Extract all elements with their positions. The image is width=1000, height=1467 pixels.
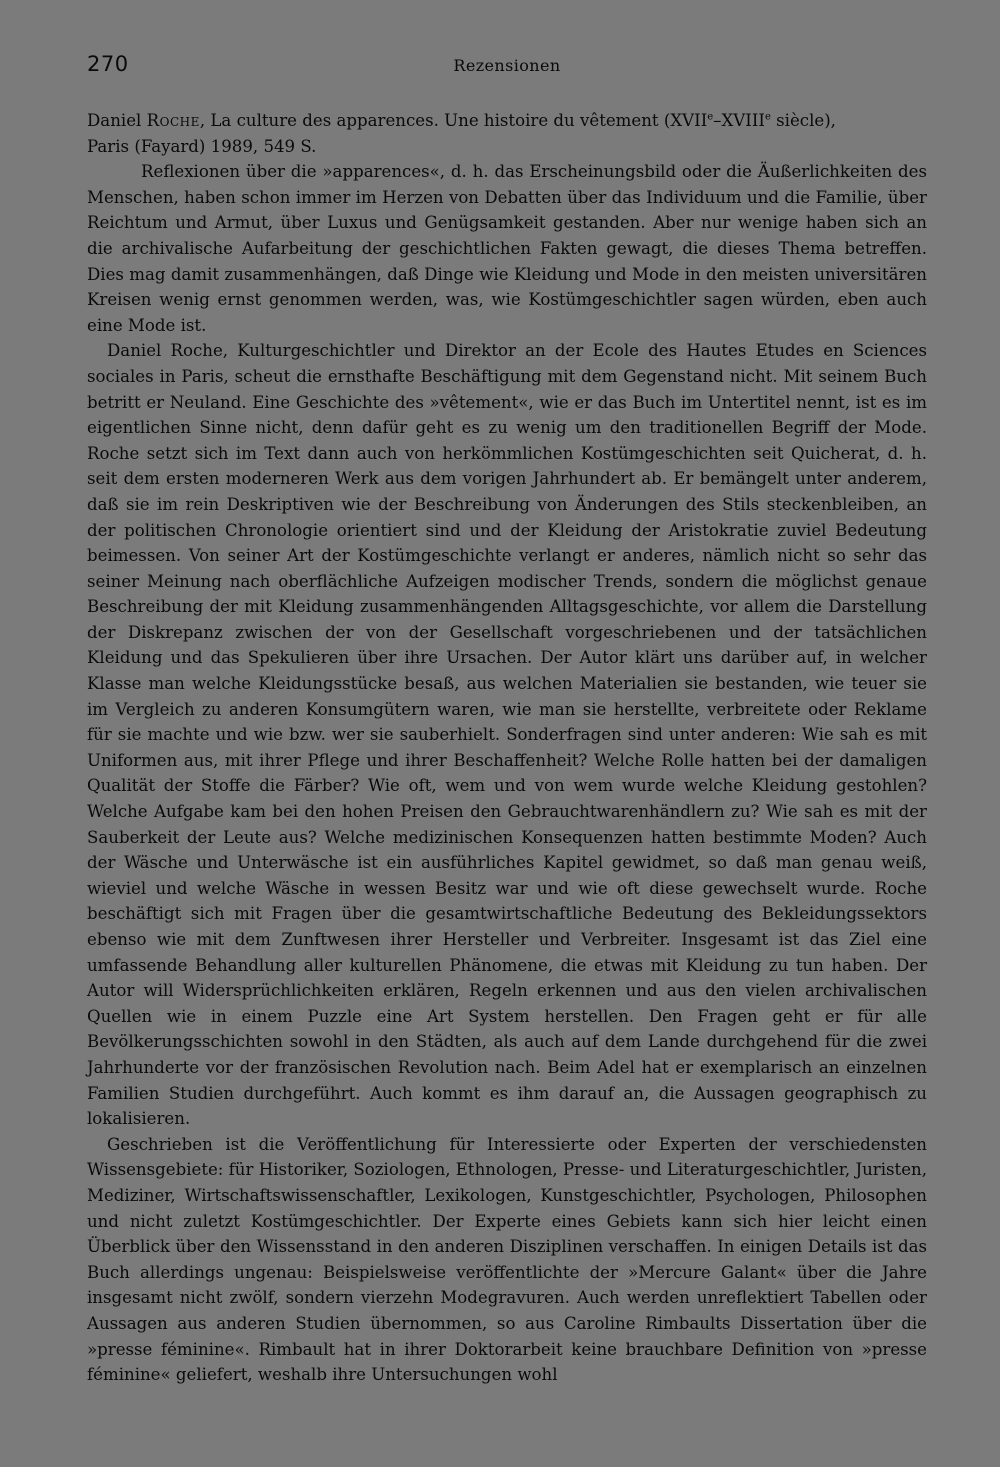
paragraph-1: Reflexionen über die »apparences«, d. h. das Erscheinungsbild oder die Äußerlichkeiten des Menschen, haben schon immer im Herzen von Debatten über das Individuum und die Familie, über Reichtum und Armut, über Luxus und Genügsamkeit gestanden. Aber nur wenige haben sich an die archivalische Aufarbeitung der geschichtlichen Fakten gewagt, die dieses Thema betreffen. Dies mag damit zusammenhängen, daß Dinge wie Kleidung und Mode in den meisten universitären Kreisen wenig ernst genommen werden, was, wie Kostümgeschichtler sagen würden, eben auch eine Mode ist. (87, 162, 927, 335)
citation-author-first: Daniel (87, 111, 142, 130)
book-citation (87, 108, 927, 159)
citation-sup2: e (764, 111, 771, 123)
paragraph-3: Geschrieben ist die Veröffentlichung für Interessierte oder Experten der verschiedensten Wissensgebiete: für Historiker, Soziologen, Ethnologen, Presse- und Literaturgeschichtler, Juristen, Mediziner, Wirtschaftswissenschaftler, Lexikologen, Kunstgeschichtler, Psychologen, Philosophen und nicht zuletzt Kostümgeschichtler. Der Experte eines Gebiets kann sich hier leicht einen Überblick über den Wissensstand in den anderen Disziplinen verschaffen. In einigen Details ist das Buch allerdings ungenau: Beispielsweise veröffentlichte der »Mercure Galant« über die Jahre insgesamt nicht zwölf, sondern vierzehn Modegravuren. Auch werden unreflektiert Tabellen oder Aussagen aus anderen Studien übernommen, so aus Caroline Rimbaults Dissertation über die »presse féminine«. Rimbault hat in ihrer Doktorarbeit keine brauchbare Definition von »presse féminine« geliefert, weshalb ihre Untersuchungen wohl (87, 1134, 928, 1385)
citation-sup1: e (707, 111, 714, 123)
paragraph-2: Daniel Roche, Kulturgeschichtler und Direktor an der Ecole des Hautes Etudes en Sciences sociales in Paris, scheut die ernsthafte Beschäftigung mit dem Gegenstand nicht. Mit seinem Buch betritt er Neuland. Eine Geschichte des »vêtement«, wie er das Buch im Untertitel nennt, ist es im eigentlichen Sinne nicht, denn dafür geht es zu wenig um den traditionellen Begriff der Mode. Roche setzt sich im Text dann auch von herkömmlichen Kostümgeschichten seit Quicherat, d. h. seit dem ersten moderneren Werk aus dem vorigen Jahrhundert ab. Er bemängelt unter anderem, daß sie im rein Deskriptiven wie der Beschreibung von Änderungen des Stils steckenbleiben, an der politischen Chronologie orientiert sind und der Kleidung der Aristokratie zuviel Bedeutung beimessen. Von seiner Art der Kostümgeschichte verlangt er anderes, nämlich nicht so sehr das seiner Meinung nach oberflächliche Aufzeigen modischer Trends, sondern die möglichst genaue Beschreibung der mit Kleidung zusammenhängenden Alltagsgeschichte, vor allem die Darstellung der Diskrepanz zwischen der von der Gesellschaft vorgeschriebenen und der tatsächlichen Kleidung und das Spekulieren über ihre Ursachen. Der Autor klärt uns darüber auf, in welcher Klasse man welche Kleidungsstücke besaß, aus welchen Materialien sie bestanden, wie teuer sie im Vergleich zu anderen Konsumgütern waren, wie man sie herstellte, verbreitete oder Reklame für sie machte und wie bzw. wer sie sauberhielt. Sonderfragen sind unter anderen: Wie sah es mit Uniformen aus, mit ihrer Pflege und ihrer Beschaffenheit? Welche Rolle hatten bei der damaligen Qualität der Stoffe die Färber? Wie oft, wem und von wem wurde welche Kleidung gestohlen? Welche Aufgabe kam bei den hohen Preisen den Gebrauchtwarenhändlern zu? Wie sah es mit der Sauberkeit der Leute aus? Welche medizinischen Konsequenzen hatten bestimmte Moden? Auch der Wäsche und Unterwäsche ist ein ausführliches Kapitel gewidmet, so daß man genau weiß, wieviel und welche Wäsche in wessen Besitz war und wie oft diese gewechselt wurde. Roche beschäftigt sich mit Fragen über die gesamtwirtschaftliche Bedeutung des Bekleidungssektors ebenso wie mit dem Zunftwesen ihrer Hersteller und Verbreiter. Insgesamt ist das Ziel eine umfassende Behandlung aller kulturellen Phänomene, die etwas mit Kleidung zu tun haben. Der Autor will Widersprüchlichkeiten erklären, Regeln erkennen und aus den vielen archivalischen Quellen wie in einem Puzzle eine Art System herstellen. Den Fragen geht er für alle Bevölkerungsschichten sowohl in den Städten, als auch auf dem Lande durchgehend für die zwei Jahrhunderte vor der französischen Revolution nach. Beim Adel hat er exemplarisch an einzelnen Familien Studien durchgeführt. Auch kommt es ihm darauf an, die Aussagen geographisch zu lokalisieren. (87, 341, 927, 1129)
citation-publisher: Paris (Fayard) 1989, 549 S. (87, 136, 317, 156)
citation-title-part1: , La culture des apparences. Une histoire du vêtement (XVII (199, 111, 708, 130)
page-number: 270 (87, 52, 129, 76)
page-header (87, 52, 927, 82)
citation-title-part2: siècle), (770, 111, 836, 130)
running-title: Rezensionen (453, 56, 561, 75)
citation-mid: –XVIII (713, 111, 765, 130)
article-body (87, 108, 927, 1388)
citation-author-last: Roche (146, 111, 200, 130)
